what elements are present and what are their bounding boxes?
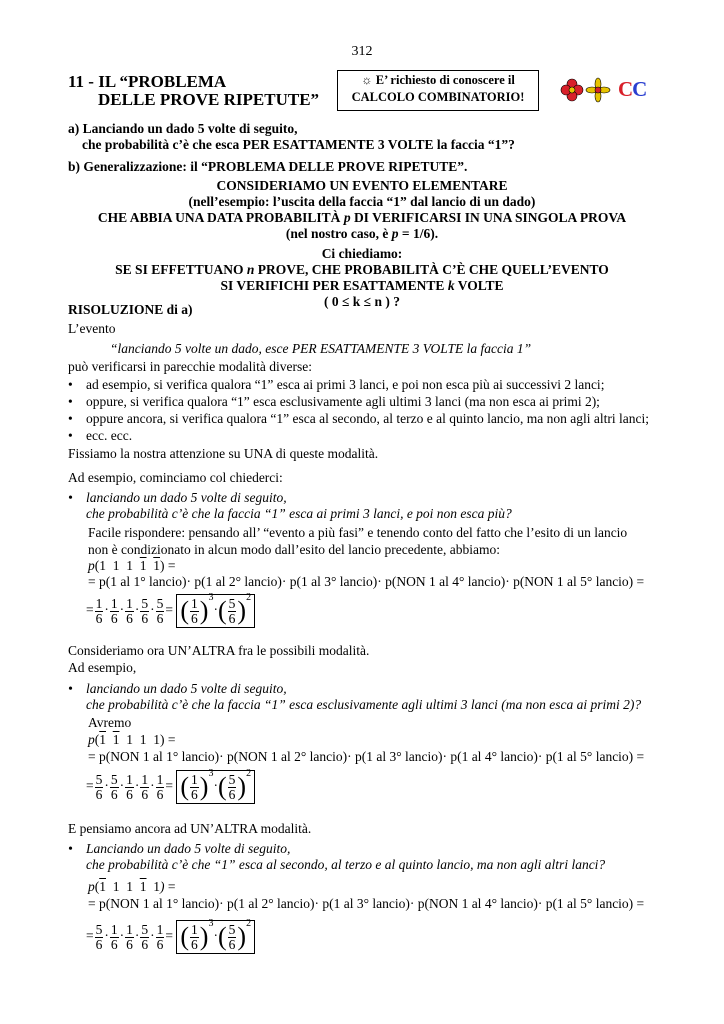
center-line8: ( 0 ≤ k ≤ n ) ? <box>324 294 400 309</box>
case1-question-line2: che probabilità c’è che la faccia “1” esca ai primi 3 lanci, e poi non esca più? <box>86 506 512 521</box>
case2-question-line1: • lanciando un dado 5 volte di seguito, <box>86 681 287 697</box>
case1-boxed-result: ( $\frac{1}{6}$ )$^3$·( $\frac{5}{6}$ )$^2$ <box>176 594 255 628</box>
center-line1: CONSIDERIAMO UN EVENTO ELEMENTARE <box>216 178 508 193</box>
case2-result: = $\frac{5}{6}$ · $\frac{5}{6}$ · $\frac{1}{6}$ · $\frac{1}{6}$ · $\frac{1}{6}$ = ( $\frac{1}{6}$ )$^3$·( $\frac{5}{6}$ )$^2$ <box>86 770 255 804</box>
ad-esempio-2: Ad esempio, <box>68 660 137 675</box>
avremo-text: Avremo <box>88 715 132 730</box>
center-line6: SE SI EFFETTUANO n PROVE, CHE PROBABILITÀ C’È CHE QUELL’EVENTO <box>115 262 609 277</box>
case3-probability-label: p(1 1 1 1 1) = <box>88 879 176 894</box>
risoluzione-heading: RISOLUZIONE di a) <box>68 302 193 317</box>
question-a-line1: a) Lanciando un dado 5 volte di seguito, <box>68 121 298 136</box>
evento-quote: “lanciando 5 volte un dado, esce PER ESATTAMENTE 3 VOLTE la faccia 1” <box>110 341 532 356</box>
chapter-title-line2: DELLE PROVE RIPETUTE” <box>98 90 320 109</box>
bullet-item-3: • oppure ancora, si verifica qualora “1” esca al secondo, al terzo e al quinto lancio, ma non agli altri lanci; <box>86 411 649 427</box>
center-line2: (nell’esempio: l’uscita della faccia “1” dal lancio di un dado) <box>188 194 536 209</box>
case3-result: = $\frac{5}{6}$ · $\frac{1}{6}$ · $\frac{1}{6}$ · $\frac{5}{6}$ · $\frac{1}{6}$ = ( $\frac{1}{6}$ )$^3$·( $\frac{5}{6}$ )$^2$ <box>86 920 255 954</box>
case3-expansion: = p(NON 1 al 1° lancio)· p(1 al 2° lancio)· p(1 al 3° lancio)· p(NON 1 al 4° lancio)· p(1 al 5° lancio) = <box>88 896 645 911</box>
fissiamo-text: Fissiamo la nostra attenzione su UNA di queste modalità. <box>68 446 379 461</box>
page-number: 312 <box>351 44 373 59</box>
question-a-line2: che probabilità c’è che esca PER ESATTAMENTE 3 VOLTE la faccia “1”? <box>82 137 515 152</box>
center-line7: SI VERIFICHI PER ESATTAMENTE k VOLTE <box>220 278 504 293</box>
note-line1: ☼ E’ richiesto di conoscere il <box>361 73 515 87</box>
bullet-item-4: • ecc. ecc. <box>86 428 132 444</box>
case2-question-line2: che probabilità c’è che la faccia “1” esca esclusivamente agli ultimi 3 lanci (ma non esca ai primi 2)? <box>86 697 642 712</box>
evento-label: L’evento <box>68 321 116 336</box>
logo-text: CC <box>618 77 647 101</box>
puo-verificarsi: può verificarsi in parecchie modalità diverse: <box>68 359 313 374</box>
case1-expansion: = p(1 al 1° lancio)· p(1 al 2° lancio)· p(1 al 3° lancio)· p(NON 1 al 4° lancio)· p(NON 1 al 5° lancio) = <box>88 574 645 589</box>
case1-question-line1: • lanciando un dado 5 volte di seguito, <box>86 490 287 506</box>
chapter-title-line1: 11 - IL “PROBLEMA <box>68 72 227 91</box>
case2-probability-label: p(1 1 1 1 1) = <box>88 732 176 747</box>
facile-line1: Facile rispondere: pensando all’ “evento a più fasi” e tenendo conto del fatto che l’esito di un lancio <box>88 525 628 540</box>
case3-question-line2: che probabilità c’è che “1” esca al secondo, al terzo e al quinto lancio, ma non agli altri lanci? <box>86 857 606 872</box>
pensiamo-text: E pensiamo ancora ad UN’ALTRA modalità. <box>68 821 312 836</box>
case2-boxed-result: ( $\frac{1}{6}$ )$^3$·( $\frac{5}{6}$ )$^2$ <box>176 770 255 804</box>
case1-probability-label: p(1 1 1 1 1) = <box>88 558 176 573</box>
consideriamo-text: Consideriamo ora UN’ALTRA fra le possibili modalità. <box>68 643 370 658</box>
center-line5: Ci chiediamo: <box>321 246 403 261</box>
bullet-item-2: • oppure, si verifica qualora “1” esca esclusivamente agli ultimi 3 lanci (ma non esca ai primi 2); <box>86 394 600 410</box>
prerequisite-note-box <box>337 70 539 111</box>
center-line4: (nel nostro caso, è p = 1/6). <box>285 226 439 241</box>
question-b: b) Generalizzazione: il “PROBLEMA DELLE PROVE RIPETUTE”. <box>68 159 468 174</box>
ad-esempio-1: Ad esempio, cominciamo col chiederci: <box>68 470 283 485</box>
cc-logo <box>560 76 650 104</box>
case1-result: = $\frac{1}{6}$ · $\frac{1}{6}$ · $\frac{1}{6}$ · $\frac{5}{6}$ · $\frac{5}{6}$ = ( $\frac{1}{6}$ )$^3$·( $\frac{5}{6}$ )$^2$ <box>86 594 255 628</box>
center-line3: CHE ABBIA UNA DATA PROBABILITÀ p DI VERIFICARSI IN UNA SINGOLA PROVA <box>97 210 627 225</box>
case3-boxed-result: ( $\frac{1}{6}$ )$^3$·( $\frac{5}{6}$ )$^2$ <box>176 920 255 954</box>
case3-question-line1: • Lanciando un dado 5 volte di seguito, <box>86 841 290 857</box>
case2-expansion: = p(NON 1 al 1° lancio)· p(NON 1 al 2° lancio)· p(1 al 3° lancio)· p(1 al 4° lancio)· p(1 al 5° lancio) = <box>88 749 645 764</box>
bullet-item-1: • ad esempio, si verifica qualora “1” esca ai primi 3 lanci, e poi non esca più ai successivi 2 lanci; <box>86 377 604 393</box>
note-line2: CALCOLO COMBINATORIO! <box>351 90 525 104</box>
facile-line2: non è condizionato in alcun modo dall’esito del lancio precedente, abbiamo: <box>88 542 500 557</box>
